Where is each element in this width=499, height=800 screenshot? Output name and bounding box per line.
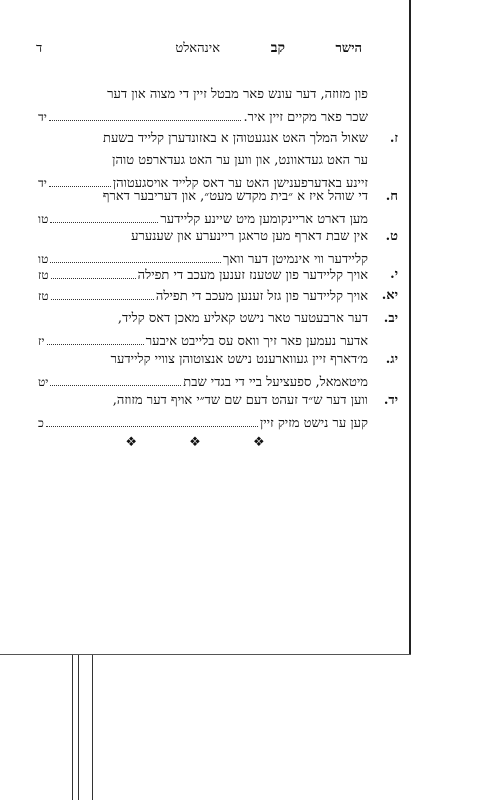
dot-leader <box>50 222 158 223</box>
section-ornament <box>0 435 408 450</box>
entry-page-ref: טז <box>38 268 49 282</box>
header-title: הישר <box>335 41 362 56</box>
entry-text-line: זיינע באדערפענישן האט ער דאס קלייד אויסגעטוהן <box>112 176 368 191</box>
ornament-glyph: ❖ <box>125 435 156 450</box>
page-edge-line <box>409 0 411 655</box>
entry-number: ט. <box>385 229 398 244</box>
entry-text-line: מ׳דארף זיין געווארענט נישט אנצוטוהן צוויי קליידער <box>110 352 368 367</box>
entry-text-line: ער האט געדאוונט, און ווען ער האט געדארפט טוהן <box>112 153 368 168</box>
header-section: אינהאלט <box>175 41 220 56</box>
ornament-glyph: ❖ <box>252 435 283 450</box>
entry-text-line: קליידער ווי אינמיטן דער וואך <box>223 252 368 267</box>
ornament-glyph: ❖ <box>189 435 219 450</box>
binding-line <box>72 655 73 800</box>
toc-entry <box>38 264 398 287</box>
entry-number: יד. <box>383 393 398 408</box>
entry-last-line <box>38 285 368 308</box>
dot-leader <box>46 426 258 427</box>
entry-number: יב. <box>383 311 398 326</box>
toc-entry <box>38 84 368 129</box>
dot-leader <box>50 262 221 263</box>
entry-last-line <box>38 264 368 287</box>
dot-leader <box>49 120 242 121</box>
toc-entry <box>38 349 398 394</box>
entry-number: יא. <box>381 288 398 303</box>
entry-number: י. <box>390 267 398 282</box>
dot-leader <box>47 344 144 345</box>
running-header <box>30 40 390 62</box>
entry-page-ref: כ <box>38 416 44 430</box>
toc-entry <box>38 390 398 435</box>
entry-page-ref: יז <box>38 334 45 348</box>
entry-text-line: שאול המלך האט אנגעטוהן א באזונדערן קלייד בשעת <box>103 131 368 146</box>
entry-text-line: מען דארט אריינקומען מיט שיינע קליידער <box>160 212 368 227</box>
entry-text-line: אויך קליידער פון גזל זענען מעכב די תפילה <box>155 289 368 304</box>
toc-entry <box>38 308 398 353</box>
entry-page-ref: יט <box>38 375 49 389</box>
entry-text-line: אויך קליידער פון שטענז זענען מעכב די תפילה <box>137 268 368 283</box>
dot-leader <box>50 385 181 386</box>
entry-page-ref: טו <box>38 252 49 266</box>
binding-line <box>92 655 93 800</box>
entry-last-line <box>38 412 368 435</box>
entry-number: יג. <box>385 352 398 367</box>
entry-text-line: קען ער נישט מזיק זיין <box>259 416 368 431</box>
binding-line <box>78 655 79 800</box>
toc-entry <box>38 186 398 231</box>
entry-text-line: ווען דער ש״ד זעהט דעם שם שד״י אויף דער מזוזה, <box>112 393 368 408</box>
entry-page-ref: יד <box>38 176 47 190</box>
entry-page-ref: טו <box>38 212 49 226</box>
entry-number: ח. <box>385 189 398 204</box>
entry-last-line <box>38 106 368 129</box>
entry-page-ref: טז <box>38 289 49 303</box>
entry-text-line: דער ארבעטער טאר נישט קאליע מאכן דאס קליד, <box>117 311 368 326</box>
entry-text-line: שכר פאר מקיים זיין איר. <box>243 110 368 125</box>
header-page-number: קב <box>270 40 285 56</box>
entry-text-line: די שוהל איז א ״בית מקדש מעט״, און דעריבער דארף <box>102 189 368 204</box>
page-bottom-edge <box>0 654 411 655</box>
entry-text-line: אין שבת דארף מען טראגן ריינערע און שענערע <box>131 229 368 244</box>
header-letter: ד <box>36 41 43 56</box>
entry-page-ref: יד <box>38 110 47 124</box>
entry-text-line: מיטאמאל, ספעציעל ביי די בגדי שבת <box>183 375 368 390</box>
entry-number: ז. <box>389 131 398 146</box>
toc-entry <box>38 128 398 195</box>
dot-leader <box>51 299 154 300</box>
dot-leader <box>51 278 136 279</box>
entry-text-line: פון מזוזה, דער עונש פאר מבטל זיין די מצוה און דער <box>107 87 368 102</box>
toc-entry <box>38 285 398 308</box>
entry-text-line: אדער נעמען פאר זיך וואס עס בלייבט איבער <box>145 334 368 349</box>
